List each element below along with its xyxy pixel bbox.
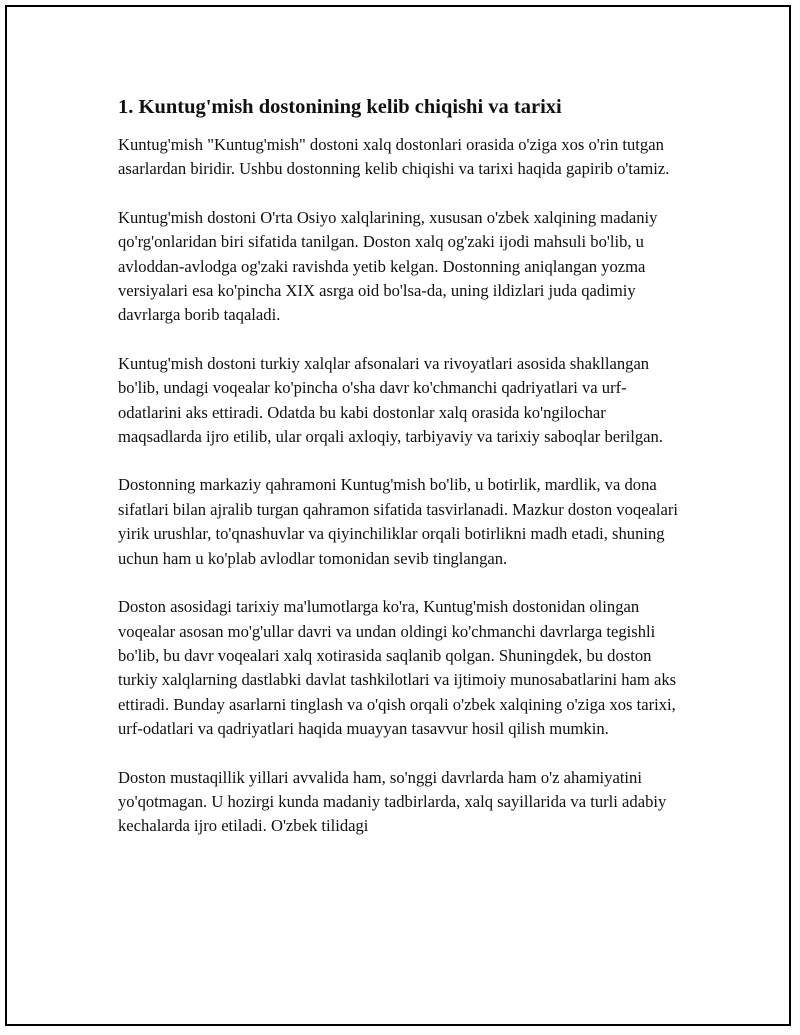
paragraph-3: Kuntug'mish dostoni turkiy xalqlar afsonalari va rivoyatlari asosida shakllangan bo'lib, undagi voqealar ko'pincha o'sha davr ko'chmanchi qadriyatlari va urf-odatlarini aks ettiradi. Odatda bu kabi dostonlar xalq orasida ko'ngilochar maqsadlarda ijro etilib, ular orqali axloqiy, tarbiyaviy va tarixiy saboqlar berilgan. xyxy=(118,353,663,447)
paragraph-6: Doston mustaqillik yillari avvalida ham, so'nggi davrlarda ham o'z ahamiyatini yo'qotmagan. U hozirgi kunda madaniy tadbirlarda, xalq sayillarida va turli adabiy kechalarda ijro etiladi. O'zbek tilidagi xyxy=(118,767,667,836)
paragraph-1: Kuntug'mish "Kuntug'mish" dostoni xalq dostonlari orasida o'ziga xos o'rin tutgan asarlardan biridir. Ushbu dostonning kelib chiqishi va tarixi haqida gapirib o'tamiz. xyxy=(118,135,670,179)
paragraph-4: Dostonning markaziy qahramoni Kuntug'mish bo'lib, u botirlik, mardlik, va dona sifatlari bilan ajralib turgan qahramon sifatida tasvirlanadi. Mazkur doston voqealari yirik urushlar, to'qnashuvlar va qiyinchiliklar orqali botirlikni madh etadi, shuning uchun ham u ko'plab avlodlar tomonidan sevib tinglangan. xyxy=(118,475,679,568)
paragraph-2: Kuntug'mish dostoni O'rta Osiyo xalqlarining, xususan o'zbek xalqining madaniy qo'rg'onlaridan biri sifatida tanilgan. Doston xalq og'zaki ijodi mahsuli bo'lib, u avloddan-avlodga og'zaki ravishda yetib kelgan. Dostonning aniqlangan yozma versiyalari esa ko'pincha XIX asrga oid bo'lsa-da, uning ildizlari juda qadimiy davrlarga borib taqaladi. xyxy=(118,207,658,325)
paragraph-5: Doston asosidagi tarixiy ma'lumotlarga ko'ra, Kuntug'mish dostonidan olingan voqealar asosan mo'g'ullar davri va undan oldingi ko'chmanchi davrlarga tegishli bo'lib, bu davr voqealari xalq xotirasida saqlanib qolgan. Shuningdek, bu doston turkiy xalqlarning dastlabki davlat tashkilotlari va ijtimoiy munosabatlarini ham aks ettiradi. Bunday asarlarni tinglash va o'qish orqali o'zbek xalqining o'ziga xos tarixi, urf-odatlari va qadriyatlari haqida muayyan tasavvur hosil qilish mumkin. xyxy=(118,597,677,739)
document-body xyxy=(118,94,688,863)
section-heading: 1. Kuntug'mish dostonining kelib chiqishi va tarixi xyxy=(118,96,562,118)
